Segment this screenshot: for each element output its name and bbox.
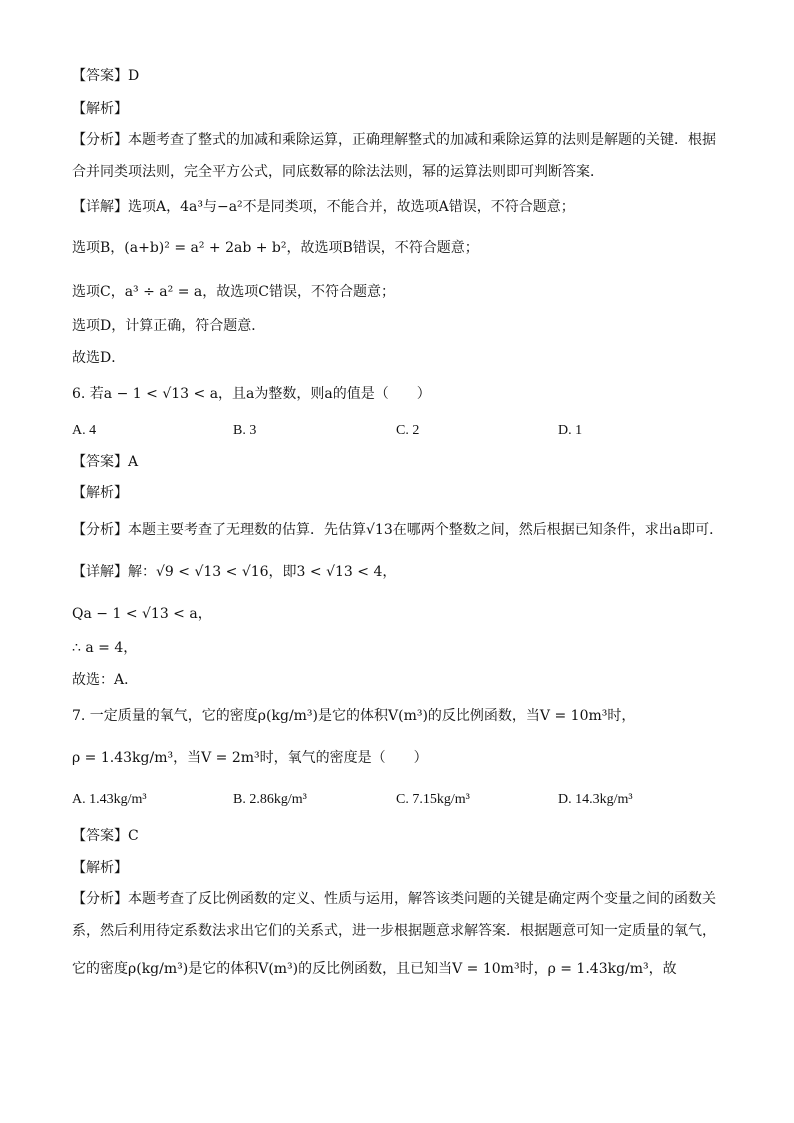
analysis-heading: 【解析】 xyxy=(72,485,128,501)
option-d: D. 1 xyxy=(558,423,583,438)
option-b: B. 3 xyxy=(233,423,257,438)
option-a: A. 4 xyxy=(72,423,97,438)
question-7: ρ = 1.43kg/m³，当V = 2m³时，氧气的密度是（ ） xyxy=(72,750,428,766)
detail-text: 选项D，计算正确，符合题意． xyxy=(72,318,266,334)
answer-label: 【答案】A xyxy=(72,454,139,470)
option-a: A. 1.43kg/m³ xyxy=(72,792,147,807)
detail-text: ∴ a = 4， xyxy=(72,640,138,656)
option-c: C. 7.15kg/m³ xyxy=(396,792,470,807)
answer-label: 【答案】C xyxy=(72,828,139,844)
option-b: B. 2.86kg/m³ xyxy=(233,792,307,807)
analysis-text: 合并同类项法则，完全平方公式，同底数幂的除法法则，幂的运算法则即可判断答案． xyxy=(72,164,604,180)
analysis-heading: 【解析】 xyxy=(72,860,128,876)
question-6: 6. 若a − 1 < √13 < a，且a为整数，则a的值是（ ） xyxy=(72,386,431,402)
analysis-text: 【分析】本题考查了整式的加减和乘除运算，正确理解整式的加减和乘除运算的法则是解题的关键．根据 xyxy=(72,132,716,148)
detail-text: 选项C，a³ ÷ a² = a，故选项C错误，不符合题意； xyxy=(72,284,395,300)
conclusion-text: 故选D． xyxy=(72,350,126,366)
option-d: D. 14.3kg/m³ xyxy=(558,792,633,807)
detail-text: Qa − 1 < √13 < a， xyxy=(72,606,212,622)
detail-text: 选项B，(a+b)² = a² + 2ab + b²，故选项B错误，不符合题意； xyxy=(72,240,479,256)
analysis-heading: 【解析】 xyxy=(72,101,128,117)
option-c: C. 2 xyxy=(396,423,420,438)
answer-label: 【答案】D xyxy=(72,68,140,84)
question-7: 7. 一定质量的氧气，它的密度ρ(kg/m³)是它的体积V(m³)的反比例函数，当V = 10m³时， xyxy=(72,708,636,724)
detail-text: 【详解】选项A，4a³与−a²不是同类项，不能合并，故选项A错误，不符合题意； xyxy=(72,199,575,215)
detail-text: 【详解】解：√9 < √13 < √16，即3 < √13 < 4， xyxy=(72,564,397,580)
analysis-text: 【分析】本题考查了反比例函数的定义、性质与运用，解答该类问题的关键是确定两个变量之间的函数关 xyxy=(72,891,716,907)
conclusion-text: 故选：A． xyxy=(72,672,139,688)
analysis-text: 【分析】本题主要考查了无理数的估算．先估算√13在哪两个整数之间，然后根据已知条件，求出a即可． xyxy=(72,522,724,538)
analysis-text: 它的密度ρ(kg/m³)是它的体积V(m³)的反比例函数，且已知当V = 10m³时，ρ = 1.43kg/m³，故 xyxy=(72,961,677,977)
analysis-text: 系，然后利用待定系数法求出它们的关系式，进一步根据题意求解答案．根据题意可知一定质量的氧气， xyxy=(72,923,716,939)
